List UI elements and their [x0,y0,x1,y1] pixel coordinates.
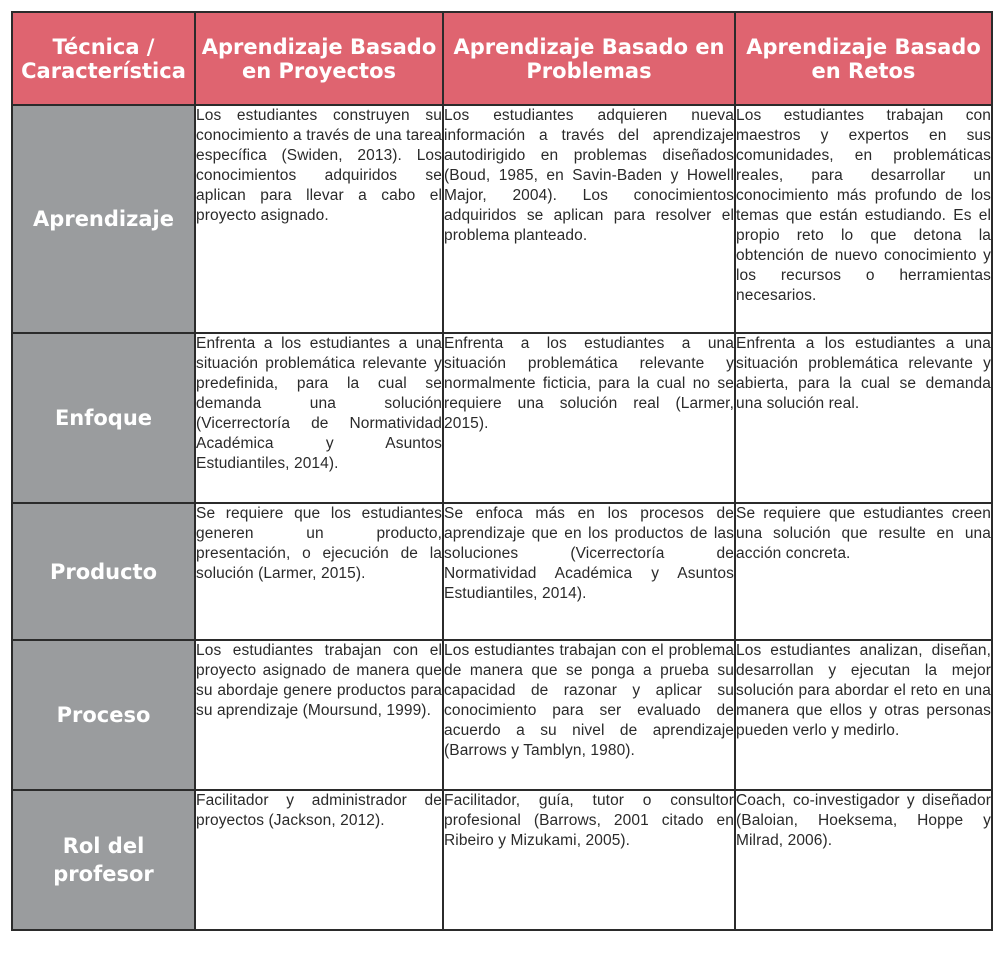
row-label-aprendizaje: Aprendizaje [12,105,195,333]
table-row-producto [12,503,992,640]
cell-rol-retos: Coach, co-investigador y diseñador (Baloian, Hoeksema, Hoppe y Milrad, 2006). [735,790,992,930]
cell-aprendizaje-retos: Los estudiantes trabajan con maestros y expertos en sus comunidades, en problemáticas reales, para desarrollar un conocimiento más profundo de los temas que están estudiando. Es el propio reto lo que detona la obtención de nuevo conocimiento y los recursos o herramientas necesarios. [735,105,992,333]
table-row-enfoque [12,333,992,503]
comparison-table [11,11,993,931]
cell-proceso-retos: Los estudiantes analizan, diseñan, desarrollan y ejecutan la mejor solución para abordar el reto en una manera que ellos y otras personas pueden verlo y medirlo. [735,640,992,790]
header-row [12,12,992,105]
cell-rol-problemas: Facilitador, guía, tutor o consultor profesional (Barrows, 2001 citado en Ribeiro y Mizukami, 2005). [443,790,735,930]
cell-proceso-proyectos: Los estudiantes trabajan con el proyecto asignado de manera que su abordaje genere productos para su aprendizaje (Moursund, 1999). [195,640,443,790]
cell-rol-proyectos: Facilitador y administrador de proyectos (Jackson, 2012). [195,790,443,930]
row-label-enfoque: Enfoque [12,333,195,503]
cell-producto-retos: Se requiere que estudiantes creen una solución que resulte en una acción concreta. [735,503,992,640]
table-row-rol-profesor [12,790,992,930]
row-label-proceso: Proceso [12,640,195,790]
row-label-producto: Producto [12,503,195,640]
cell-producto-problemas: Se enfoca más en los procesos de aprendizaje que en los productos de las soluciones (Vicerrectoría de Normatividad Académica y Asuntos Estudiantiles, 2014). [443,503,735,640]
row-label-rol-profesor: Rol del profesor [12,790,195,930]
table-row-proceso [12,640,992,790]
table-row-aprendizaje [12,105,992,333]
cell-enfoque-problemas: Enfrenta a los estudiantes a una situación problemática relevante y normalmente ficticia, para la cual no se requiere una solución real (Larmer, 2015). [443,333,735,503]
header-aprendizaje-problemas: Aprendizaje Basado en Problemas [443,12,735,105]
cell-enfoque-proyectos: Enfrenta a los estudiantes a una situación problemática relevante y predefinida, para la cual se demanda una solución (Vicerrectoría de Normatividad Académica y Asuntos Estudiantiles, 2014). [195,333,443,503]
header-aprendizaje-retos: Aprendizaje Basado en Retos [735,12,992,105]
cell-aprendizaje-problemas: Los estudiantes adquieren nueva información a través del aprendizaje autodirigido en problemas diseñados (Boud, 1985, en Savin-Baden y Howell Major, 2004). Los conocimientos adquiridos se aplican para resolver el problema planteado. [443,105,735,333]
cell-aprendizaje-proyectos: Los estudiantes construyen su conocimiento a través de una tarea específica (Swiden, 2013). Los conocimientos adquiridos se aplican para llevar a cabo el proyecto asignado. [195,105,443,333]
cell-producto-proyectos: Se requiere que los estudiantes generen un producto, presentación, o ejecución de la solución (Larmer, 2015). [195,503,443,640]
header-aprendizaje-proyectos: Aprendizaje Basado en Proyectos [195,12,443,105]
cell-enfoque-retos: Enfrenta a los estudiantes a una situación problemática relevante y abierta, para la cual se demanda una solución real. [735,333,992,503]
cell-proceso-problemas: Los estudiantes trabajan con el problema de manera que se ponga a prueba su capacidad de razonar y aplicar su conocimiento para ser evaluado de acuerdo a su nivel de aprendizaje (Barrows y Tamblyn, 1980). [443,640,735,790]
header-tecnica-caracteristica: Técnica / Característica [12,12,195,105]
